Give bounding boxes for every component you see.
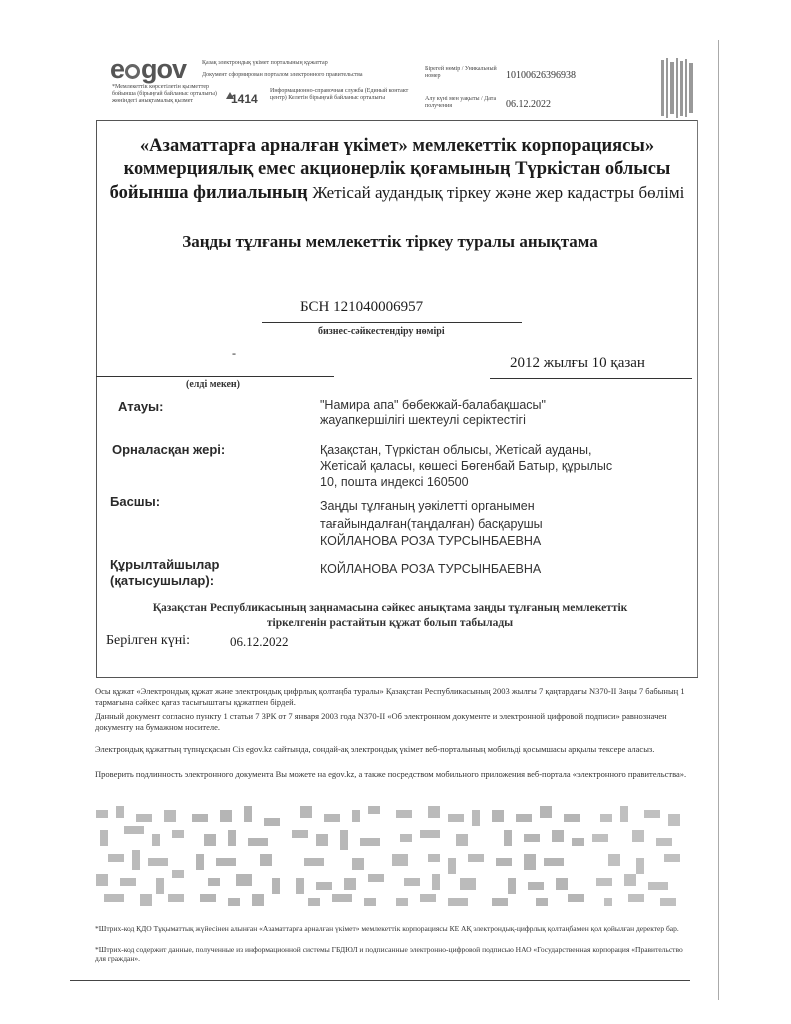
ministry-note: *Мемлекеттік көрсетілетін қызметтер бойынша (бірыңғай байланыс орталығы) жөніндегі анықтамалық қызмет bbox=[112, 84, 217, 104]
footer-paragraph-ru: Данный документ согласно пункту 1 статьи 7 ЗРК от 7 января 2003 года N370-II «Об электронном документе и электронной цифровой подписи» равнозначен документу на бумажном носителе. bbox=[95, 711, 667, 732]
name-value-line-1: "Намира апа" бөбекжай-балабақшасы" bbox=[320, 398, 546, 412]
frame-right-border bbox=[697, 120, 698, 678]
bottom-divider bbox=[70, 980, 690, 981]
bin-number: БСН 121040006957 bbox=[300, 299, 424, 315]
founders-label-line-1: Құрылтайшылар bbox=[110, 557, 220, 572]
egov-logo: e gov bbox=[110, 54, 187, 84]
portal-text-ru: Документ сформирован порталом электронного правительства bbox=[202, 72, 363, 78]
scan-edge-line bbox=[718, 40, 719, 1000]
frame-top-border bbox=[96, 120, 698, 121]
registration-date: 2012 жылғы 10 қазан bbox=[510, 355, 645, 371]
issued-date: 06.12.2022 bbox=[230, 634, 289, 649]
document-title: Заңды тұлғаны мемлекеттік тіркеу туралы анықтама bbox=[182, 232, 598, 251]
founders-value: КОЙЛАНОВА РОЗА ТУРСЫНБАЕВНА bbox=[320, 562, 542, 576]
side-barcode-image bbox=[660, 58, 694, 118]
legal-notice-line-1: Қазақстан Республикасының заңнамасына сәйкес анықтама заңды тұлғаның мемлекеттік bbox=[152, 602, 628, 614]
date-received: 06.12.2022 bbox=[506, 99, 551, 110]
address-value-line-1: Қазақстан, Түркістан облысы, Жетісай ауданы, bbox=[320, 443, 592, 457]
founders-label-line-2: (қатысушылар): bbox=[110, 573, 215, 588]
qr-code-image bbox=[292, 806, 388, 910]
qr-code-image bbox=[492, 806, 588, 910]
footer-verify-ru: Проверить подлинность электронного документа Вы можете на egov.kz, а также посредством мобильного приложения веб-портала «электронного правительства». bbox=[95, 769, 687, 779]
legal-notice bbox=[110, 601, 670, 631]
place-underline bbox=[96, 376, 334, 377]
logo-ring-icon bbox=[125, 64, 140, 79]
bin-caption: бизнес-сәйкестендіру нөмірі bbox=[318, 326, 445, 337]
registration-place: - bbox=[232, 346, 236, 360]
frame-left-border bbox=[96, 120, 97, 678]
qr-code-row bbox=[92, 806, 690, 910]
doc-number-label: Бірегей нөмір / Уникальный номер bbox=[425, 66, 497, 79]
qr-code-image bbox=[192, 806, 288, 910]
place-caption: (елді мекен) bbox=[186, 379, 241, 390]
name-label: Атауы: bbox=[118, 399, 164, 414]
barcode-note-ru: *Штрих-код содержит данные, полученные из информационной системы ГБДЮЛ и подписанные электронно-цифровой подписью НАО «Государственная корпорация «Правительство для граждан». bbox=[95, 945, 683, 963]
info-service-text: Информационно-справочная служба (Единый контакт центр) Келетін бірыңғай байланыс орталығы bbox=[270, 88, 409, 101]
head-label: Басшы: bbox=[110, 494, 161, 509]
doc-number: 10100626396938 bbox=[506, 70, 576, 81]
qr-code-image bbox=[392, 806, 488, 910]
name-value-line-2: жауапкершілігі шектеулі серіктестігі bbox=[320, 413, 526, 427]
organization-title bbox=[100, 135, 694, 205]
footer-verify-kz: Электрондық құжаттың түпнұсқасын Сіз egov.kz сайтында, сондай-ақ электрондық үкімет веб-порталының мобильді қосымшасы арқылы тексере аласыз. bbox=[95, 744, 655, 754]
bin-underline bbox=[262, 322, 522, 323]
barcode-note-kz: *Штрих-код ҚДО Тұқыматтық жүйесінен алынған «Азаматтарға арналған үкімет» мемлекеттік корпорациясы КЕ АҚ электрондық-цифрлық қолтаңбамен қол қойылған деректер бар. bbox=[95, 924, 679, 933]
department-name: Жетісай аудандық тіркеу және жер кадастры бөлімі bbox=[312, 183, 685, 202]
portal-text-kz: Қазақ электрондық үкімет порталының құжаттар bbox=[202, 60, 328, 66]
head-value-line-2: тағайындалған(таңдалған) басқарушы bbox=[320, 517, 543, 531]
head-value-line-1: Заңды тұлғаның уәкілетті органымен bbox=[320, 499, 535, 513]
legal-notice-line-2: тіркелгенін растайтын құжат болып табылады bbox=[266, 617, 514, 629]
head-value-line-3: КОЙЛАНОВА РОЗА ТУРСЫНБАЕВНА bbox=[320, 534, 542, 548]
footer-paragraph-kz: Осы құжат «Электрондық құжат және электрондық цифрлық қолтаңба туралы» Қазақстан Республикасының 2003 жылғы 7 қаңтардағы N370-II Заңы 7 бабының 1 тармағына сәйкес қағаз тасығыштағы құжатпен бірдей. bbox=[95, 686, 685, 707]
qr-code-image bbox=[592, 806, 688, 910]
date-received-label: Алу күні мен уақыты / Дата получения bbox=[425, 96, 497, 109]
hotline-number: 1414 bbox=[231, 92, 258, 106]
address-label: Орналасқан жері: bbox=[112, 442, 226, 457]
organization-name: «Азаматтарға арналған үкімет» мемлекеттік корпорациясы» коммерциялық емес акционерлік қоғамының Түркістан облысы бойынша филиалының bbox=[109, 136, 671, 203]
registration-date-underline bbox=[490, 378, 692, 379]
address-value-line-3: 10, пошта индексі 160500 bbox=[320, 475, 469, 489]
frame-bottom-border bbox=[96, 677, 698, 678]
issued-label: Берілген күні: bbox=[106, 633, 190, 648]
qr-code-image bbox=[92, 806, 188, 910]
address-value-line-2: Жетісай қаласы, көшесі Бөгенбай Батыр, құрылыс bbox=[320, 459, 613, 473]
